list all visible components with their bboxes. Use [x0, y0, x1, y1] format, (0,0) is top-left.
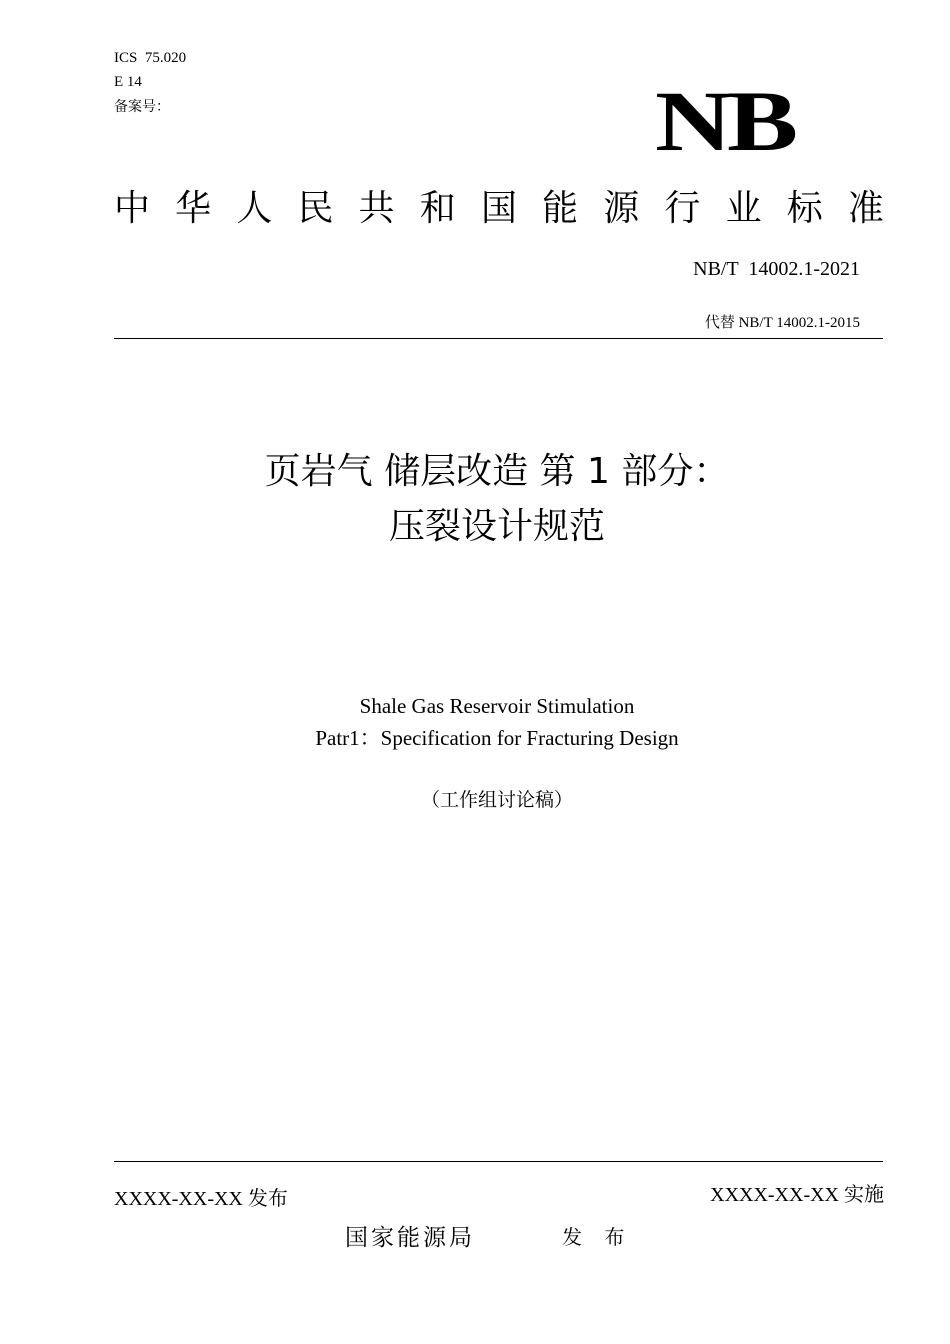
standard-category-char: 源 [603, 188, 640, 229]
replaces-standard: 代替 NB/T 14002.1-2015 [704, 315, 860, 331]
standard-category-char: 行 [664, 188, 701, 229]
record-number-label: 备案号： [114, 99, 170, 115]
standard-category-char: 和 [419, 188, 456, 229]
classification-code: E 14 [114, 74, 142, 90]
standard-category-char: 能 [542, 188, 579, 229]
standard-category-char: 民 [297, 188, 334, 229]
nb-logo: NB [655, 73, 794, 169]
standard-category-char: 标 [786, 188, 823, 229]
issuing-authority: 国家能源局 [345, 1225, 475, 1251]
document-title-cn-line1: 页岩气 储层改造 第 1 部分： [264, 451, 730, 492]
document-title-en-line1: Shale Gas Reservoir Stimulation [359, 694, 635, 718]
effective-date: XXXX-XX-XX 实施 [710, 1184, 884, 1206]
standard-category-char: 中 [114, 188, 151, 229]
footer-divider [114, 1161, 883, 1162]
standard-category-char: 华 [175, 188, 212, 229]
standard-category-char: 业 [725, 188, 762, 229]
issuing-action: 发 布 [562, 1225, 633, 1249]
publish-date: XXXX-XX-XX 发布 [114, 1188, 288, 1210]
document-title-en-line2: Patr1：Specification for Fracturing Design [315, 726, 679, 750]
standard-category-char: 共 [358, 188, 395, 229]
standard-category-title [114, 184, 884, 234]
standard-category-char: 准 [847, 188, 884, 229]
standard-category-char: 人 [236, 188, 273, 229]
ics-code: ICS 75.020 [114, 50, 187, 66]
standard-number: NB/T 14002.1-2021 [693, 258, 860, 280]
standard-category-char: 国 [480, 188, 517, 229]
header-divider [114, 338, 883, 339]
draft-status: （工作组讨论稿） [420, 789, 573, 811]
document-title-cn-line2: 压裂设计规范 [388, 506, 605, 547]
